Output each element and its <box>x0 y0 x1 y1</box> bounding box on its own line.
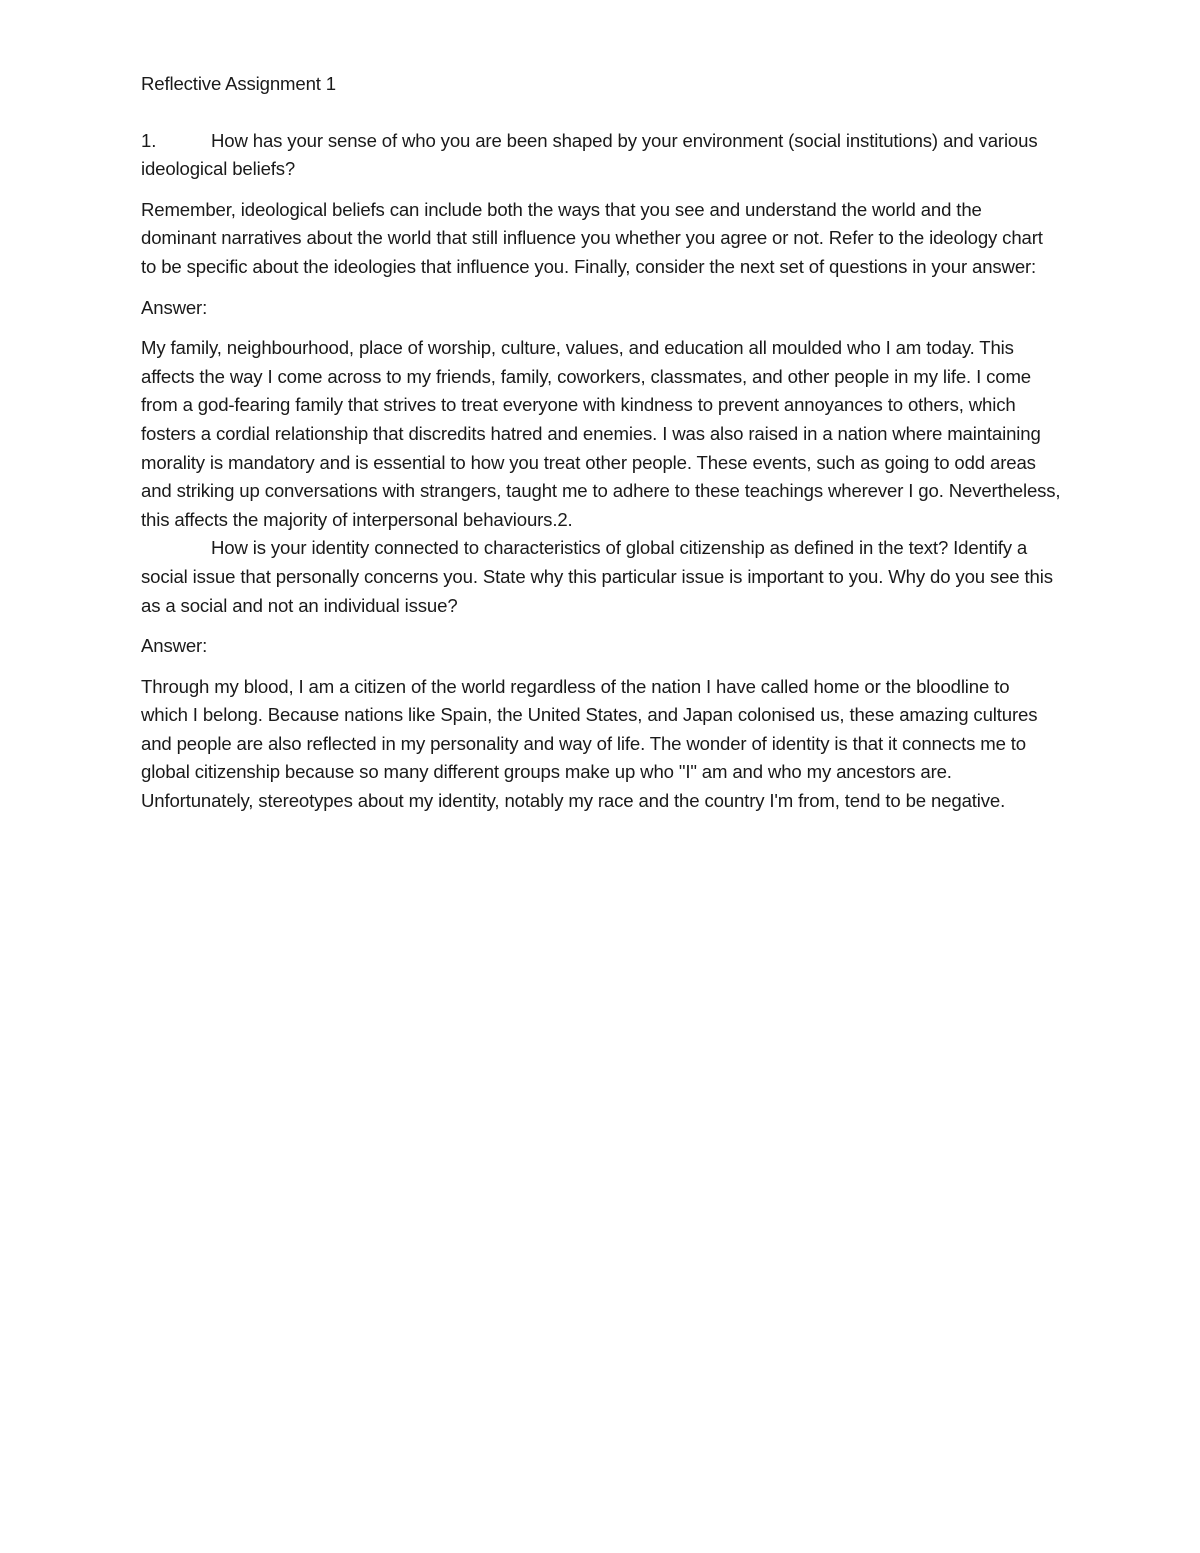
answer-2-text: Through my blood, I am a citizen of the world regardless of the nation I have called home or the bloodline to which I belong. Because nations like Spain, the United States, and Japan colonised us, these amazing cultures and people are also reflected in my personality and way of life. The wonder of identity is that it connects me to global citizenship because so many different groups make up who "I" am and who my ancestors are. Unfortunately, stereotypes about my identity, notably my race and the country I'm from, tend to be negative. <box>141 675 1038 812</box>
answer-1-block <box>141 334 1061 620</box>
question-1-number: 1. <box>141 129 157 151</box>
question-1-text: How has your sense of who you are been shaped by your environment (social institutions) and various ideological beliefs? <box>141 129 1038 180</box>
answer-1-label: Answer: <box>141 296 208 318</box>
answer-2-label: Answer: <box>141 635 208 657</box>
question-2-text: How is your identity connected to characteristics of global citizenship as defined in the text? Identify a social issue that personally concerns you. State why this particular issue is important to you. Why do you see this as a social and not an individual issue? <box>141 537 1053 616</box>
question-1 <box>141 127 1061 184</box>
question-2 <box>141 534 1061 620</box>
instructions-paragraph: Remember, ideological beliefs can include both the ways that you see and understand the world and the dominant narratives about the world that still influence you whether you agree or not. Refer to the ideology chart to be specific about the ideologies that influence you. Finally, consider the next set of questions in your answer: <box>141 198 1043 277</box>
document-title: Reflective Assignment 1 <box>141 73 336 94</box>
document-body <box>141 70 1061 828</box>
answer-1-text: My family, neighbourhood, place of worship, culture, values, and education all moulded who I am today. This affects the way I come across to my friends, family, coworkers, classmates, and other people in my life. I come from a god-fearing family that strives to treat everyone with kindness to prevent annoyances to others, which fosters a cordial relationship that discredits hatred and enemies. I was also raised in a nation where maintaining morality is mandatory and is essential to how you treat other people. These events, such as going to odd areas and striking up conversations with strangers, taught me to adhere to these teachings wherever I go. Nevertheless, this affects the majority of interpersonal behaviours.2. <box>141 337 1061 530</box>
